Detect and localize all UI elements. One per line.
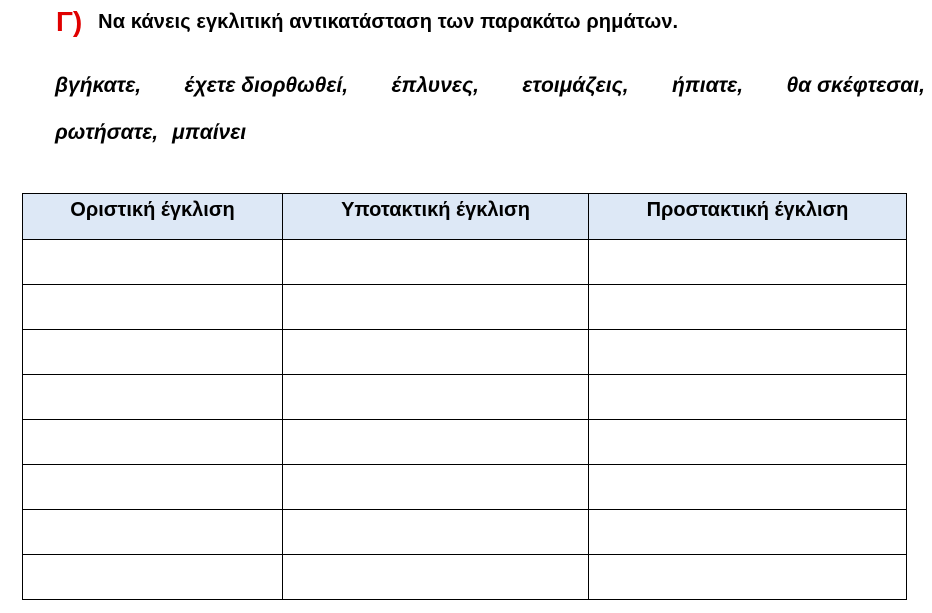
verb-item: ρωτήσατε, [55, 121, 159, 144]
answer-cell[interactable] [23, 330, 283, 375]
answer-cell[interactable] [23, 240, 283, 285]
table-row [23, 510, 907, 555]
answer-cell[interactable] [589, 510, 907, 555]
table-row [23, 420, 907, 465]
verb-item: ετοιμάζεις, [522, 74, 629, 97]
answer-cell[interactable] [23, 285, 283, 330]
answer-cell[interactable] [23, 420, 283, 465]
table-row [23, 465, 907, 510]
verb-item: έπλυνες, [391, 74, 479, 97]
table-row [23, 330, 907, 375]
header-imperative: Προστακτική έγκλιση [589, 194, 907, 240]
answer-cell[interactable] [283, 285, 589, 330]
answer-cell[interactable] [283, 240, 589, 285]
verb-item: βγήκατε, [55, 74, 142, 97]
answer-cell[interactable] [23, 510, 283, 555]
verb-list-line-2 [55, 109, 925, 156]
table-row [23, 285, 907, 330]
answer-cell[interactable] [589, 420, 907, 465]
table-row [23, 240, 907, 285]
header-subjunctive: Υποτακτική έγκλιση [283, 194, 589, 240]
exercise-label: Γ) [56, 6, 83, 37]
answer-cell[interactable] [283, 375, 589, 420]
verb-list-line-1 [55, 62, 925, 109]
verb-list [55, 62, 925, 156]
table-row [23, 375, 907, 420]
answer-cell[interactable] [589, 285, 907, 330]
verb-item: ήπιατε, [671, 74, 744, 97]
answer-cell[interactable] [283, 420, 589, 465]
table-header-row [23, 194, 907, 240]
answer-cell[interactable] [283, 465, 589, 510]
answer-cell[interactable] [589, 375, 907, 420]
answer-cell[interactable] [589, 240, 907, 285]
header-indicative: Οριστική έγκλιση [23, 194, 283, 240]
verb-item: μπαίνει [172, 121, 247, 144]
table-row [23, 555, 907, 600]
mood-table [22, 193, 907, 600]
verb-item: θα σκέφτεσαι, [786, 74, 925, 97]
answer-cell[interactable] [283, 330, 589, 375]
answer-cell[interactable] [23, 465, 283, 510]
table-body [23, 240, 907, 600]
answer-cell[interactable] [283, 510, 589, 555]
answer-cell[interactable] [23, 375, 283, 420]
verb-item: έχετε διορθωθεί, [184, 74, 349, 97]
answer-cell[interactable] [589, 555, 907, 600]
answer-cell[interactable] [589, 465, 907, 510]
exercise-header [56, 4, 678, 40]
answer-cell[interactable] [589, 330, 907, 375]
exercise-instruction: Να κάνεις εγκλιτική αντικατάσταση των παρακάτω ρημάτων. [98, 10, 679, 33]
answer-cell[interactable] [23, 555, 283, 600]
answer-cell[interactable] [283, 555, 589, 600]
